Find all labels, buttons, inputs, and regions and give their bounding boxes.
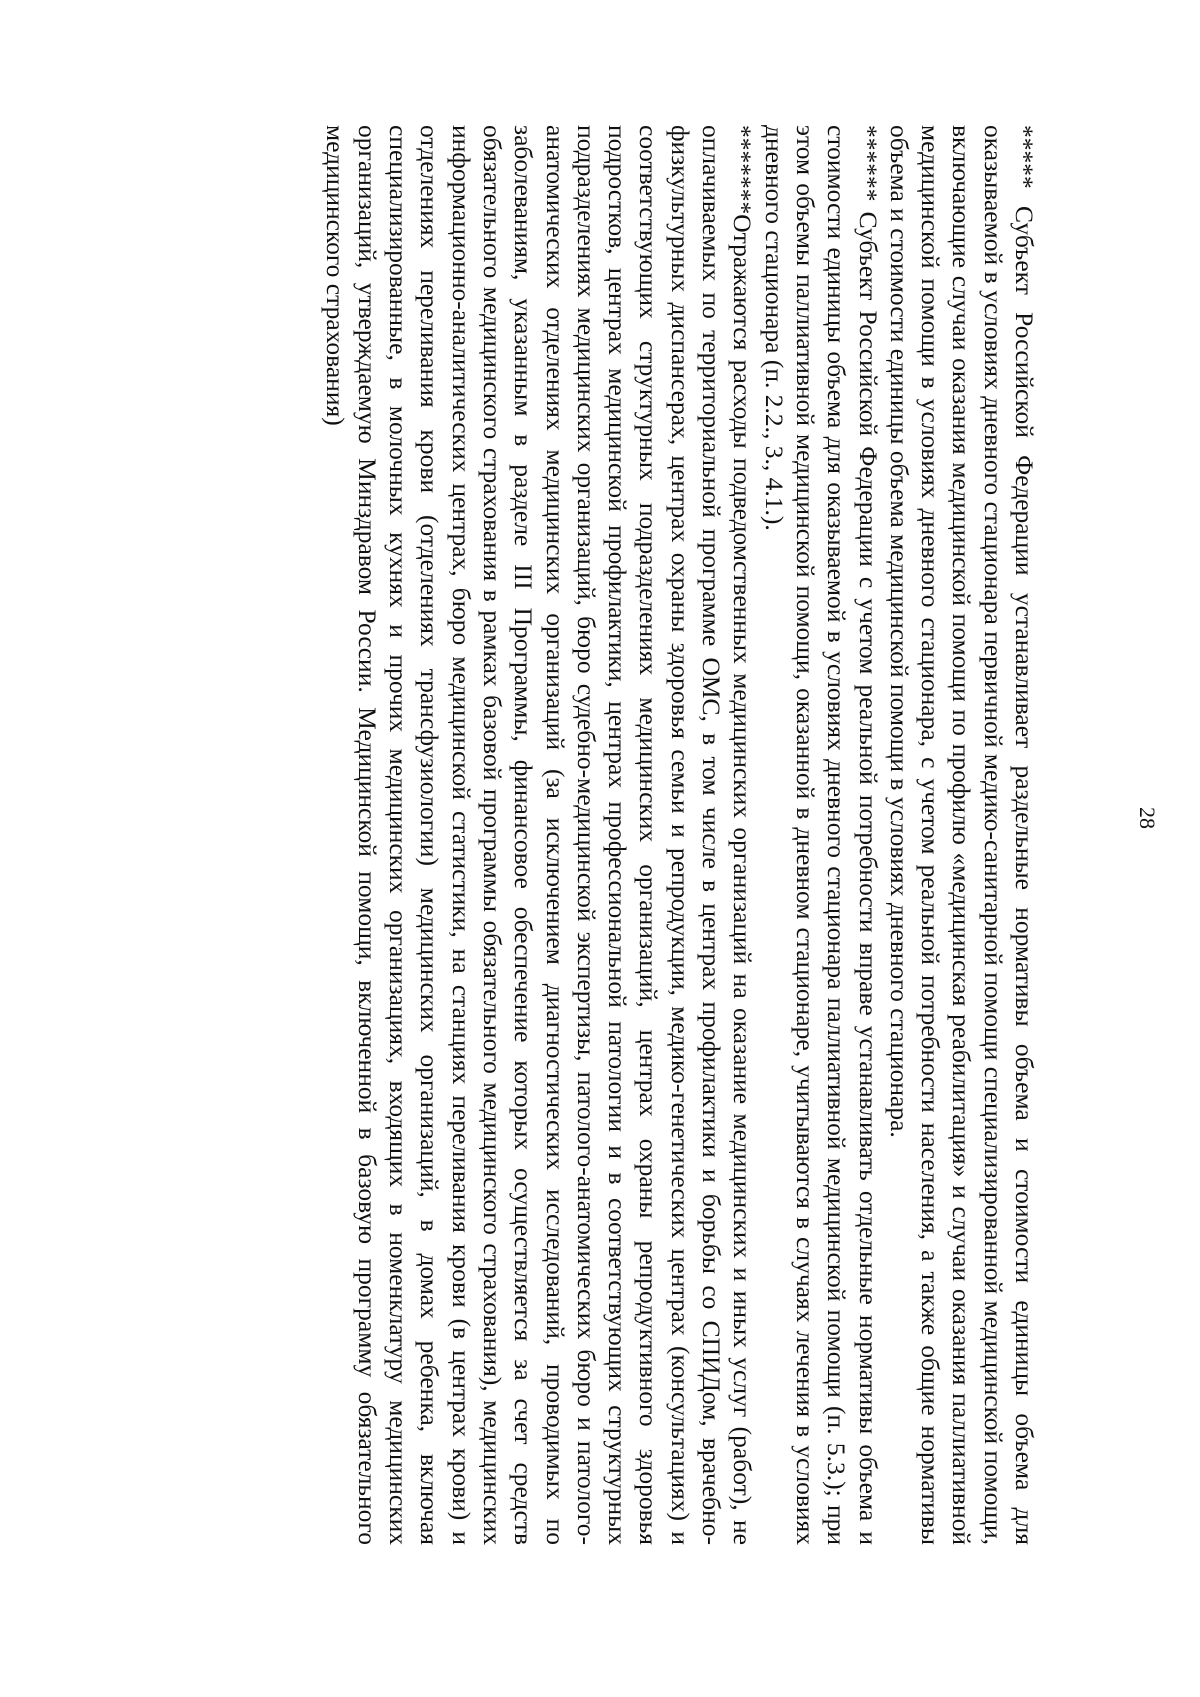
- page-number: 28: [1135, 807, 1160, 829]
- footnote-7-stars: *******Отражаются расходы подведомственных медицинских организаций на оказание медицинских и иных услуг (работ), не оплачиваемых по территориальной программе ОМС, в том числе в центрах профилактики и борьбы со СПИДом, врачебно-физкультурных диспансерах, центрах охраны здоровья семьи и репродукции, медико-генетических центрах (консультациях) и соответствующих структурных подразделениях медицинских организаций, центрах охраны репродуктивного здоровья подростков, центрах медицинской профилактики, центрах профессиональной патологии и в соответствующих структурных подразделениях медицинских организаций, бюро судебно-медицинской экспертизы, патолого-анатомических бюро и патолого-анатомических отделениях медицинских организаций (за исключением диагностических исследований, проводимых по заболеваниям, указанным в разделе III Программы, финансовое обеспечение которых осуществляется за счет средств обязательного медицинского страхования в рамках базовой программы обязательного медицинского страхования), медицинских информационно-аналитических центрах, бюро медицинской статистики, на станциях переливания крови (в центрах крови) и отделениях переливания крови (отделениях трансфузиологии) медицинских организаций, в домах ребенка, включая специализированные, в молочных кухнях и прочих медицинских организациях, входящих в номенклатуру медицинских организаций, утверждаемую Минздравом России. Медицинской помощи, включенной в базовую программу обязательного медицинского страхования): [321, 125, 758, 1545]
- footnotes-block: [160, 125, 1040, 1545]
- footnote-5-stars: ***** Субъект Российской Федерации устанавливает раздельные нормативы объема и стоимости единицы объема для оказываемой в условиях дневного стационара первичной медико-санитарной помощи специализированной медицинской помощи, включающие случаи оказания медицинской помощи по профилю «медицинская реабилитация» и случаи оказания паллиативной медицинской помощи в условиях дневного стационара, с учетом реальной потребности населения, а также общие нормативы объема и стоимости единицы объема медицинской помощи в условиях дневного стационара.: [884, 125, 1039, 1545]
- footnote-6-stars: ****** Субъект Российской Федерации с учетом реальной потребности вправе устанавливать отдельные нормативы объема и стоимости единицы объема для оказываемой в условиях дневного стационара паллиативной медицинской помощи (п. 5.3.); при этом объемы паллиативной медицинской помощи, оказанной в дневном стационаре, учитываются в случаях лечения в условиях дневного стационара (п. 2.2., 3., 4.1.).: [759, 125, 883, 1545]
